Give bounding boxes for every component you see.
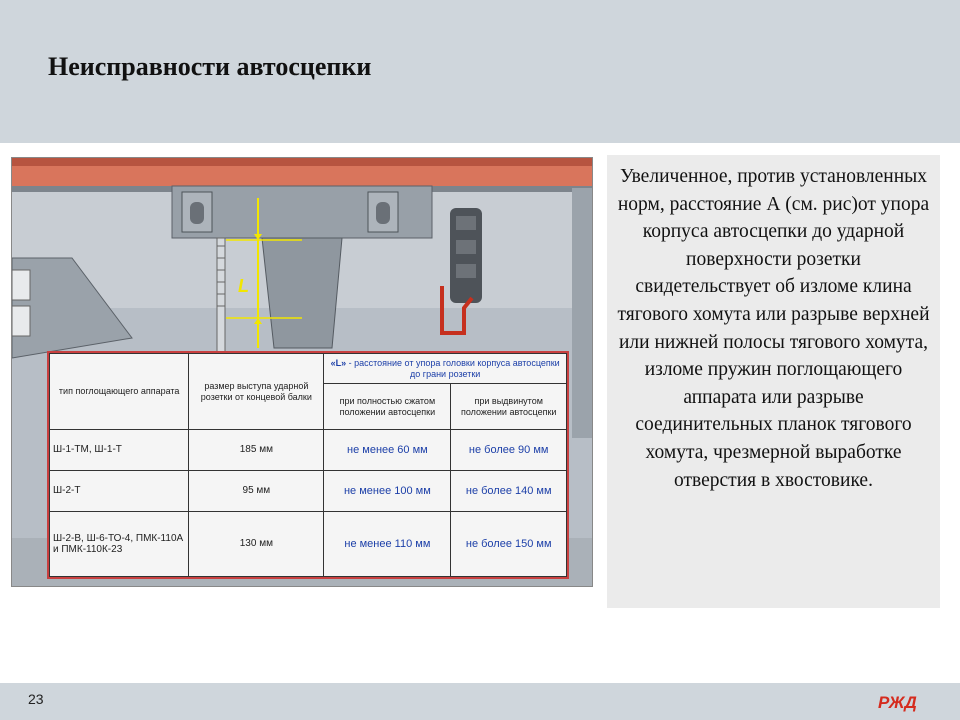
page-number: 23 (28, 691, 44, 707)
row-extended: не более 140 мм (451, 470, 567, 511)
table-row (50, 430, 567, 471)
slide-title: Неисправности автосцепки (48, 52, 372, 81)
row-extended: не более 150 мм (451, 511, 567, 576)
slide-footer (0, 683, 960, 720)
header-compressed: при полностью сжатом положении автосцепки (324, 384, 451, 430)
row-size: 95 мм (189, 470, 324, 511)
description-box (607, 155, 940, 608)
row-type: Ш-2-В, Ш-6-ТО-4, ПМК-110А и ПМК-110К-23 (50, 511, 189, 576)
coupler-figure (11, 157, 593, 587)
description-text: Увеличенное, против установленных норм, расстояние А (см. рис)от упора корпуса автосцепки до ударной поверхности розетки свидетельствует об изломе клина тягового хомута или разрыве верхней или нижней полосы тягового хомута, изломе пружин поглощающего аппарата или разрыве соединительных планок тягового хомута, чрезмерной выработке отверстия в хвостовике. (617, 166, 930, 491)
rzd-logo-icon (876, 690, 926, 714)
row-type: Ш-2-Т (50, 470, 189, 511)
row-compressed: не менее 100 мм (324, 470, 451, 511)
row-extended: не более 90 мм (451, 430, 567, 471)
table-row (50, 470, 567, 511)
header-distance-text: - расстояние от упора головки корпуса автосцепки до грани розетки (346, 357, 560, 379)
marker-l-label: L (238, 276, 249, 296)
header-distance (324, 354, 567, 384)
row-size: 185 мм (189, 430, 324, 471)
row-compressed: не менее 60 мм (324, 430, 451, 471)
rzd-logo (876, 690, 926, 719)
row-type: Ш-1-ТМ, Ш-1-Т (50, 430, 189, 471)
svg-text:РЖД: РЖД (878, 693, 917, 712)
header-extended: при выдвинутом положении автосцепки (451, 384, 567, 430)
row-size: 130 мм (189, 511, 324, 576)
header-type: тип поглощающего аппарата (50, 354, 189, 430)
header-size: размер выступа ударной розетки от концевой балки (189, 354, 324, 430)
row-compressed: не менее 110 мм (324, 511, 451, 576)
table-row (50, 511, 567, 576)
coupler-norms-table (47, 351, 569, 579)
header-distance-marker: «L» (330, 357, 347, 368)
